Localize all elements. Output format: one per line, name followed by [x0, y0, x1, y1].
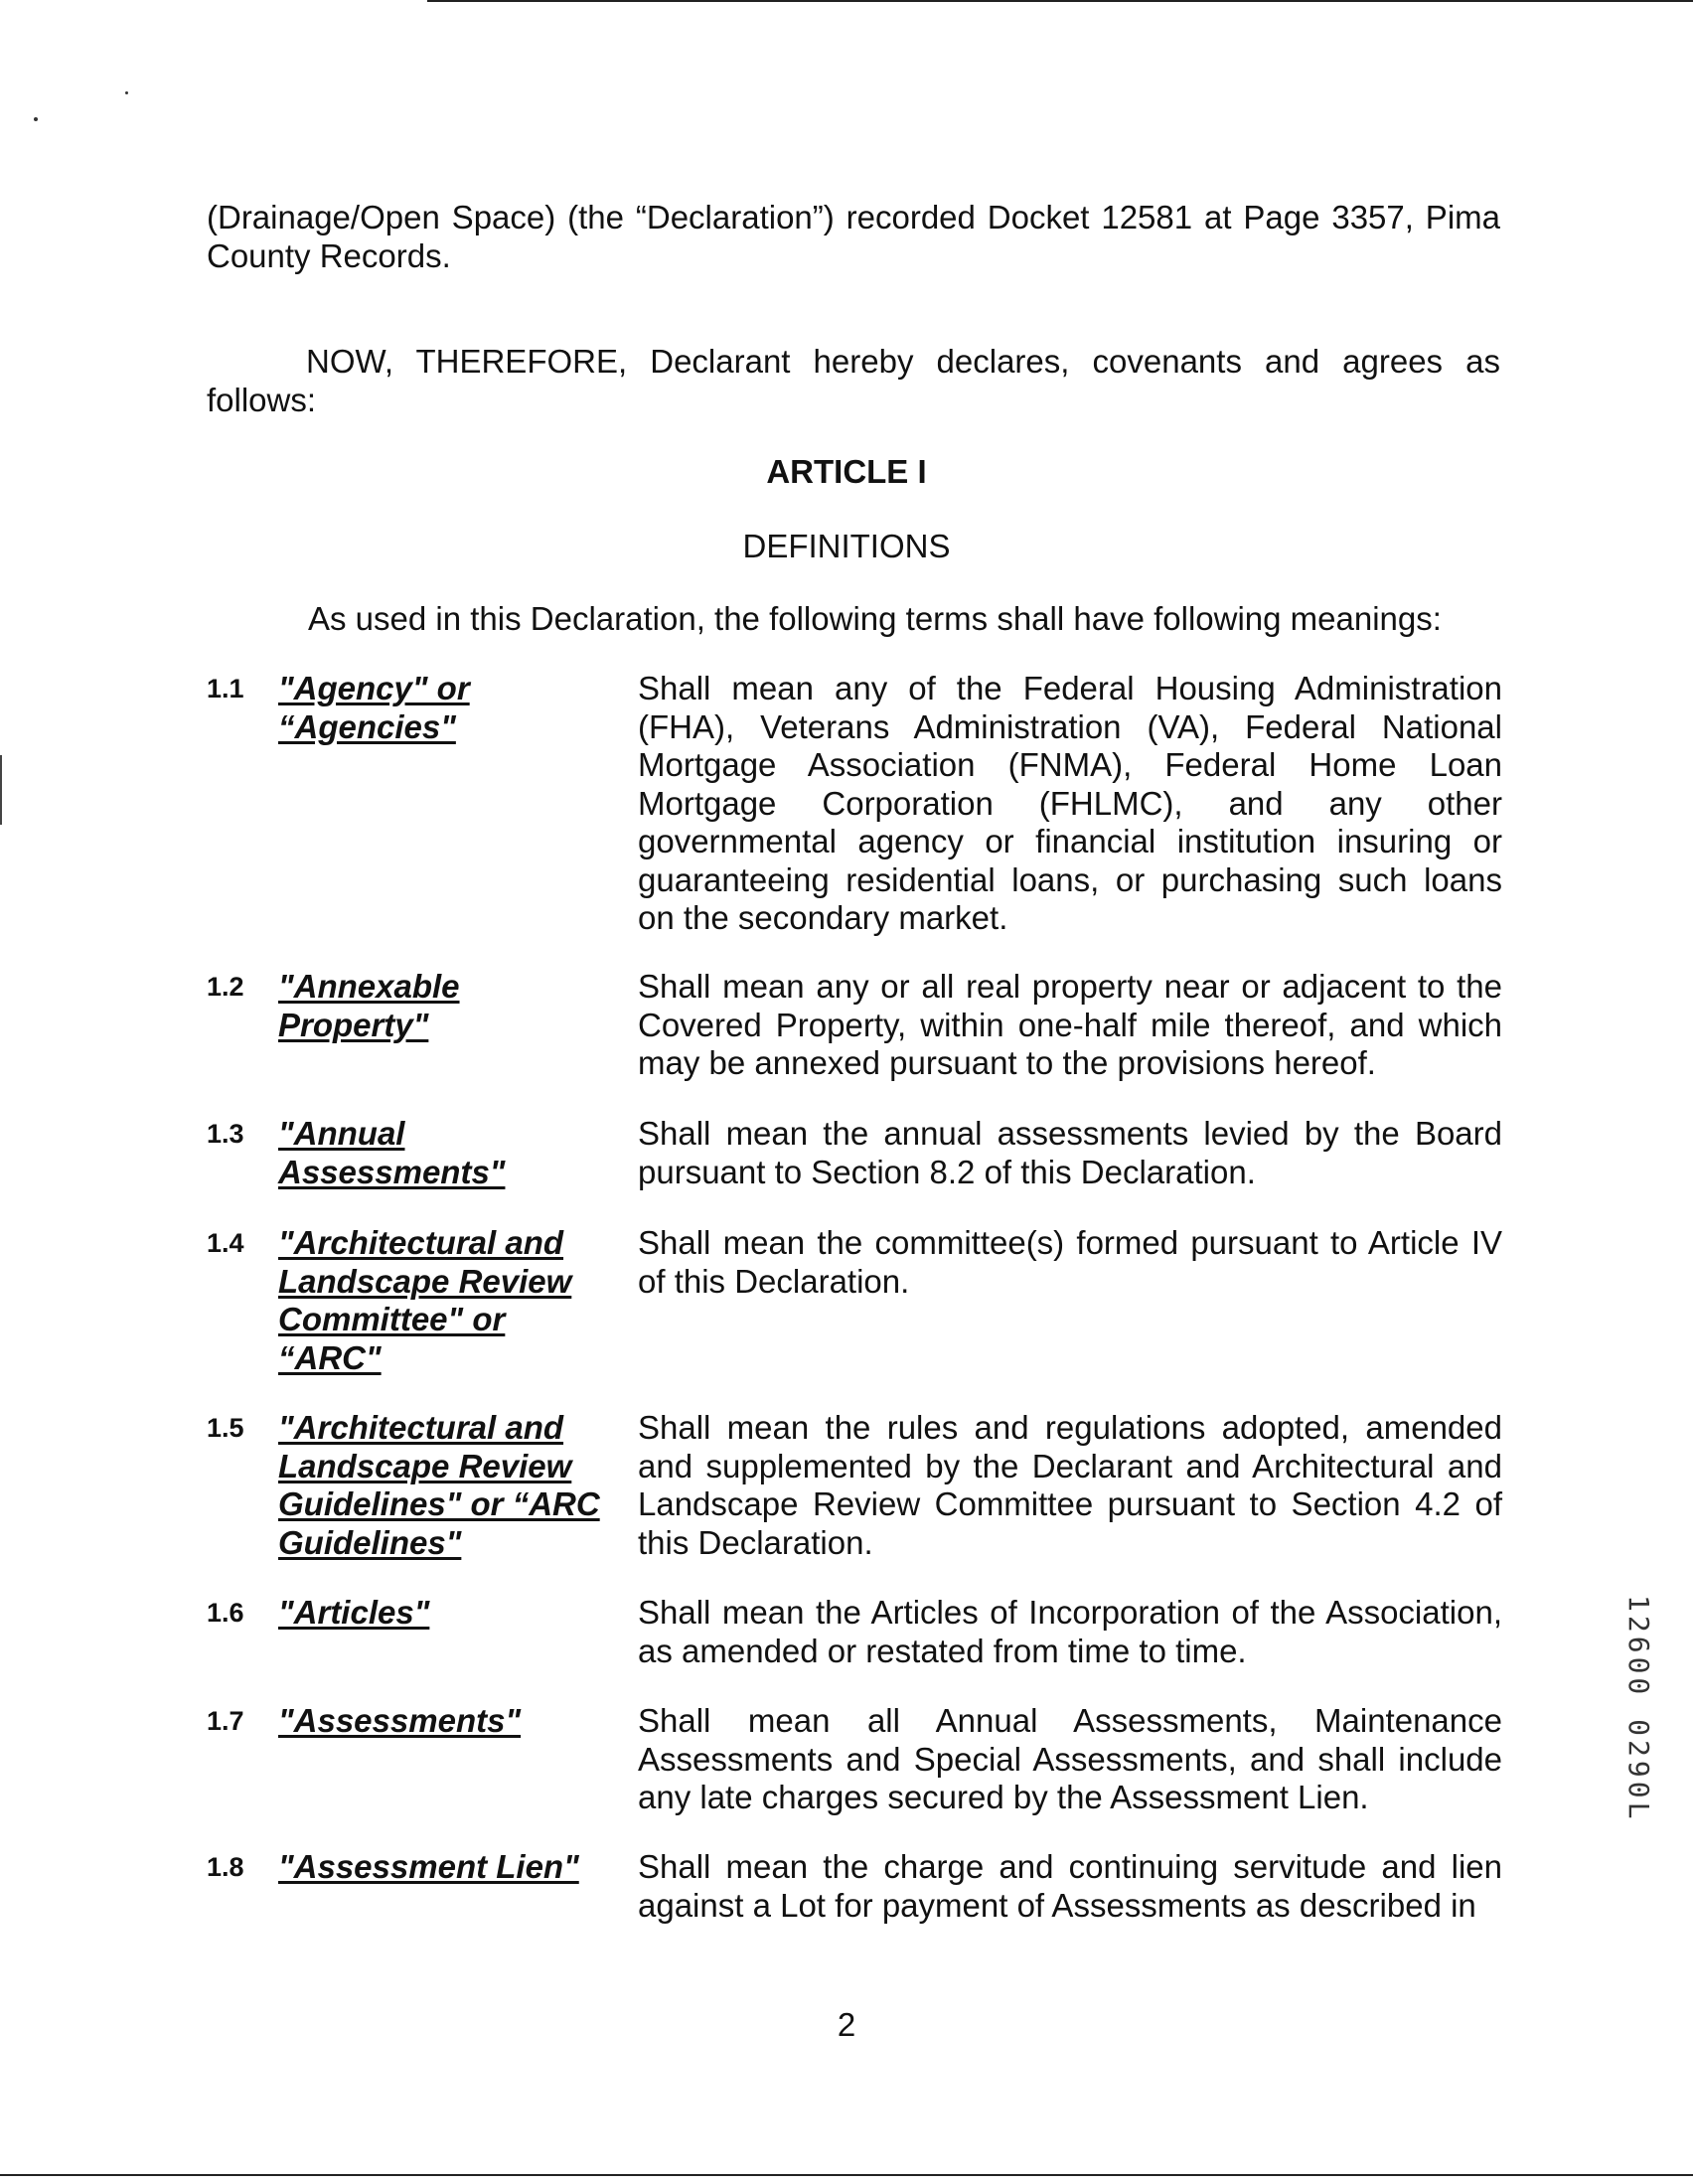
- scan-edge-bottom: [0, 2174, 1693, 2176]
- definition-text: Shall mean the committee(s) formed pursuant to Article IV of this Declaration.: [638, 1224, 1502, 1300]
- definition-number: 1.5: [207, 1413, 244, 1443]
- definition-term: "Articles": [278, 1594, 430, 1631]
- definition-text: Shall mean the rules and regulations adopted, amended and supplemented by the Declarant and Architectural and Landscape Review Committee pursuant to Section 4.2 of this Declaration.: [638, 1409, 1502, 1561]
- definition-term: "Annual Assessments": [278, 1115, 506, 1190]
- scan-edge-top: [427, 0, 1693, 2]
- definition-term: "Architectural and Landscape Review Guidelines" or “ARC Guidelines": [278, 1409, 600, 1561]
- scan-edge-left: [0, 755, 2, 825]
- definition-term: "Annexable Property": [278, 968, 460, 1043]
- definition-term: "Agency" or “Agencies": [278, 670, 470, 745]
- definition-number: 1.7: [207, 1706, 244, 1736]
- definition-number: 1.6: [207, 1598, 244, 1628]
- definition-text: Shall mean all Annual Assessments, Maintenance Assessments and Special Assessments, and shall include any late charges secured by the Assessment Lien.: [638, 1702, 1502, 1815]
- definition-text: Shall mean the charge and continuing servitude and lien against a Lot for payment of Assessments as described in: [638, 1848, 1502, 1924]
- definition-text: Shall mean the Articles of Incorporation of the Association, as amended or restated from time to time.: [638, 1594, 1502, 1669]
- definition-text: Shall mean any of the Federal Housing Administration (FHA), Veterans Administration (VA), Federal National Mortgage Association (FNMA), Federal Home Loan Mortgage Corporation (FHLMC), and any other governmental agency or financial institution insuring or guaranteeing residential loans, or purchasing such loans on the secondary market.: [638, 670, 1502, 936]
- definition-number: 1.2: [207, 972, 244, 1002]
- definition-term: "Assessment Lien": [278, 1848, 579, 1885]
- recording-stamp: [1617, 1595, 1657, 1893]
- recording-stamp-text: 12600 0290L: [1622, 1595, 1655, 1823]
- scan-speck: [34, 117, 38, 121]
- definition-text: Shall mean the annual assessments levied by the Board pursuant to Section 8.2 of this Declaration.: [638, 1115, 1502, 1190]
- definition-term: "Architectural and Landscape Review Committee" or “ARC": [278, 1224, 572, 1376]
- lead-in-text: As used in this Declaration, the following terms shall have following meanings:: [308, 600, 1442, 637]
- definition-number: 1.8: [207, 1852, 244, 1882]
- definition-number: 1.4: [207, 1228, 244, 1258]
- page-number: 2: [837, 2006, 856, 2043]
- article-title: ARTICLE I: [766, 453, 927, 490]
- section-title: DEFINITIONS: [742, 528, 951, 564]
- scan-speck: [125, 91, 128, 94]
- definition-text: Shall mean any or all real property near or adjacent to the Covered Property, within one-half mile thereof, and which may be annexed pursuant to the provisions hereof.: [638, 968, 1502, 1081]
- intro-paragraph: (Drainage/Open Space) (the “Declaration”) recorded Docket 12581 at Page 3357, Pima County Records.: [207, 199, 1500, 274]
- now-therefore-paragraph: NOW, THEREFORE, Declarant hereby declares, covenants and agrees as follows:: [207, 343, 1500, 418]
- definition-number: 1.3: [207, 1119, 244, 1149]
- definition-number: 1.1: [207, 674, 244, 703]
- definition-term: "Assessments": [278, 1702, 522, 1739]
